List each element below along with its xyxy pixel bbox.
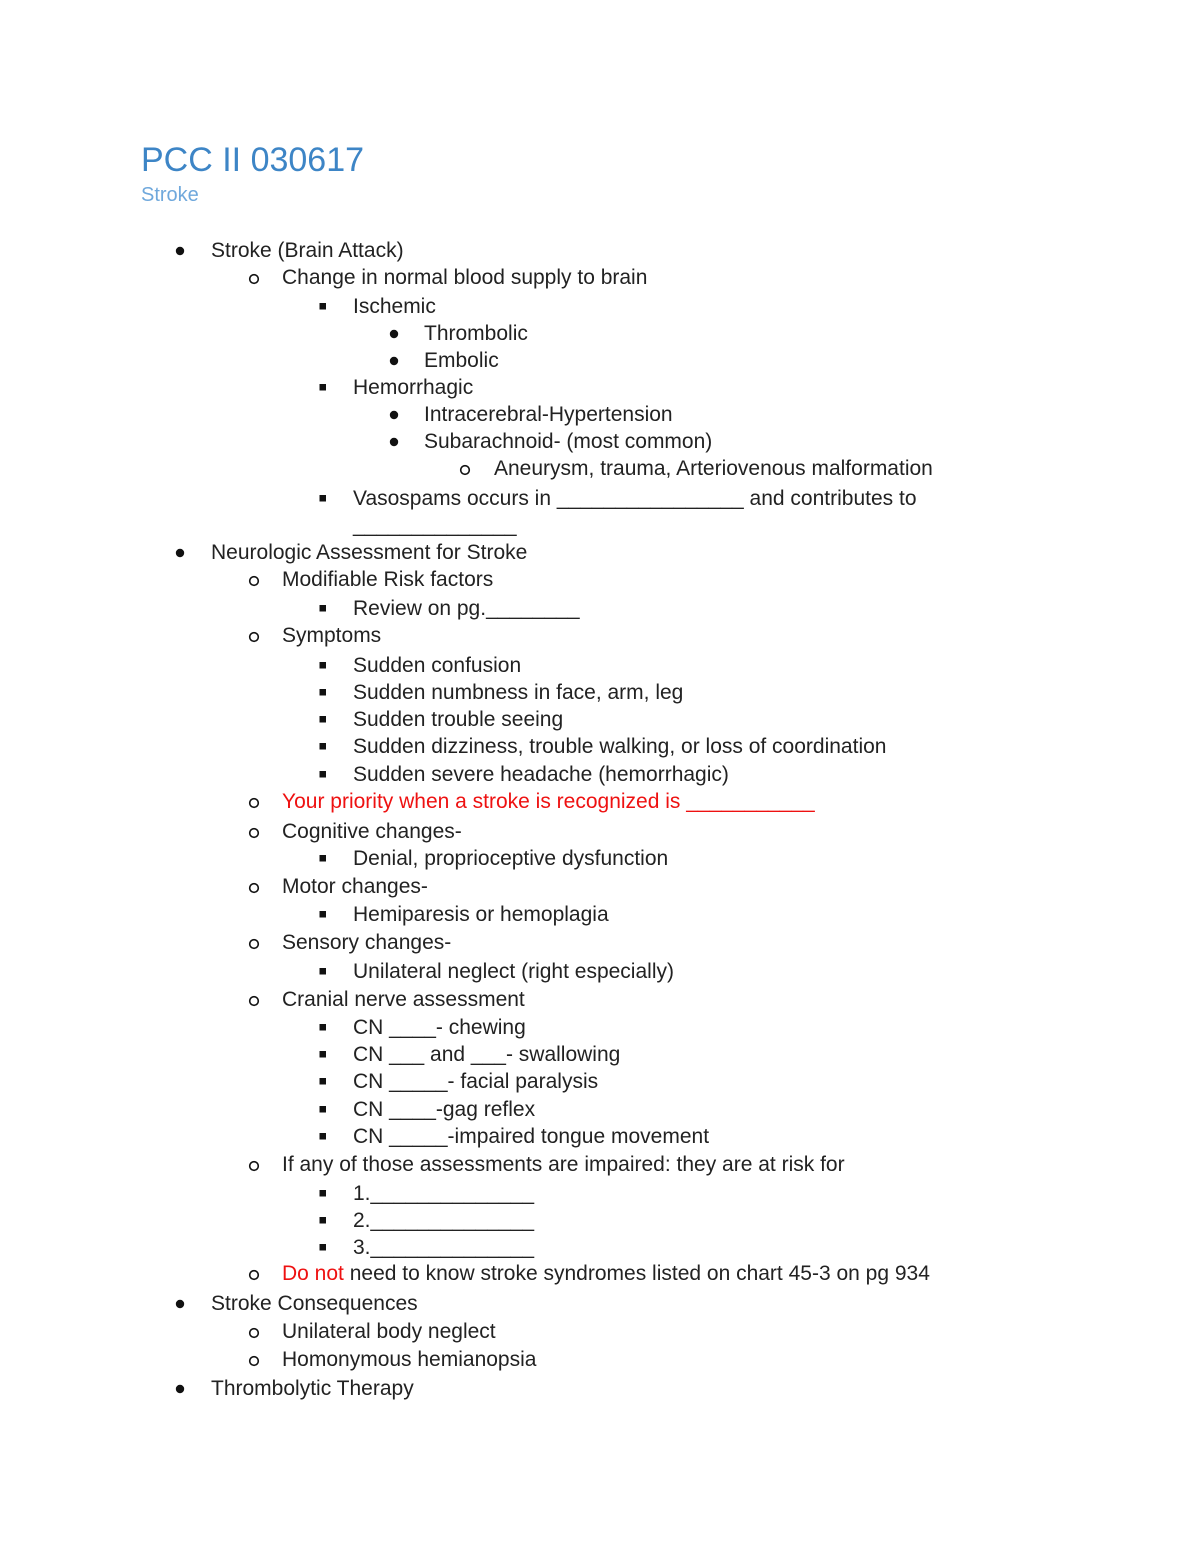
list-item-text-rest: need to know stroke syndromes listed on chart 45-3 on pg 934 (343, 1262, 930, 1285)
bullet-square-icon (313, 1234, 333, 1261)
bullet-circle-icon (244, 264, 264, 291)
list-item-text: Stroke (Brain Attack) (211, 239, 404, 262)
list-item-text: Hemiparesis or hemoplagia (353, 903, 609, 926)
list-item-text: 2.______________ (353, 1209, 535, 1232)
bullet-square-icon (313, 761, 333, 788)
bullet-circle-icon (244, 1318, 264, 1345)
list-item-text: Subarachnoid- (most common) (424, 430, 713, 453)
bullet-square-icon (313, 706, 333, 733)
list-item-text: 1.______________ (353, 1182, 535, 1205)
list-item-text: Sensory changes- (282, 931, 452, 954)
bullet-circle-icon (244, 1260, 264, 1287)
list-item-text: Cranial nerve assessment (282, 988, 525, 1011)
list-item-text: Symptoms (282, 624, 382, 647)
bullet-circle-icon (244, 986, 264, 1013)
list-item-text: Motor changes- (282, 875, 428, 898)
bullet-disc-icon (170, 1375, 190, 1402)
list-item-text: Sudden trouble seeing (353, 708, 564, 731)
list-item-text: Neurologic Assessment for Stroke (211, 541, 528, 564)
list-item-text: CN ____- chewing (353, 1016, 526, 1039)
bullet-disc-icon (384, 347, 404, 374)
bullet-circle-icon (244, 1151, 264, 1178)
list-item-text: Your priority when a stroke is recognized is ___________ (282, 790, 815, 813)
bullet-disc-icon (170, 237, 190, 264)
bullet-square-icon (313, 1207, 333, 1234)
bullet-square-icon (313, 1041, 333, 1068)
bullet-square-icon (313, 652, 333, 679)
bullet-square-icon (313, 1068, 333, 1095)
list-item-text: Stroke Consequences (211, 1292, 418, 1315)
bullet-square-icon (313, 958, 333, 985)
bullet-square-icon (313, 1014, 333, 1041)
list-item-text: Cognitive changes- (282, 820, 462, 843)
emphasis-text: Do not (282, 1262, 344, 1285)
list-item-text: Sudden numbness in face, arm, leg (353, 681, 684, 704)
bullet-square-icon (313, 733, 333, 760)
bullet-circle-icon (244, 788, 264, 815)
bullet-circle-icon (244, 818, 264, 845)
list-item-text: CN _____-impaired tongue movement (353, 1125, 710, 1148)
page-subtitle: Stroke (141, 184, 199, 206)
list-item-text (282, 1260, 930, 1287)
bullet-square-icon (313, 595, 333, 622)
list-item-text: 3.______________ (353, 1236, 535, 1259)
bullet-square-icon (313, 485, 333, 512)
bullet-square-icon (313, 901, 333, 928)
list-item-text: Intracerebral-Hypertension (424, 403, 673, 426)
list-item-text: Thrombolytic Therapy (211, 1377, 414, 1400)
list-item-text: Review on pg.________ (353, 597, 580, 620)
list-item-text: If any of those assessments are impaired: they are at risk for (282, 1153, 845, 1176)
list-item-text: Sudden confusion (353, 654, 522, 677)
bullet-circle-icon (244, 873, 264, 900)
list-item-text: Homonymous hemianopsia (282, 1348, 537, 1371)
bullet-disc-icon (170, 539, 190, 566)
bullet-circle-icon (244, 929, 264, 956)
list-item-text: Thrombolic (424, 322, 528, 345)
list-item-text: Sudden dizziness, trouble walking, or loss of coordination (353, 735, 887, 758)
page-title: PCC II 030617 (141, 141, 365, 179)
list-item-text: Embolic (424, 349, 499, 372)
list-item-text: CN ___ and ___- swallowing (353, 1043, 621, 1066)
bullet-square-icon (313, 1096, 333, 1123)
list-item-text: Unilateral body neglect (282, 1320, 496, 1343)
bullet-square-icon (313, 293, 333, 320)
list-item-text: Sudden severe headache (hemorrhagic) (353, 763, 729, 786)
bullet-disc-icon (170, 1290, 190, 1317)
list-item-text: Vasospams occurs in ________________ and contributes to (353, 487, 917, 510)
bullet-square-icon (313, 1180, 333, 1207)
bullet-circle-icon (455, 455, 475, 482)
bullet-square-icon (313, 845, 333, 872)
list-item-text: Denial, proprioceptive dysfunction (353, 847, 669, 870)
list-item-text: Modifiable Risk factors (282, 568, 494, 591)
bullet-circle-icon (244, 1346, 264, 1373)
list-item-text: CN ____-gag reflex (353, 1098, 536, 1121)
bullet-square-icon (313, 1123, 333, 1150)
bullet-disc-icon (384, 428, 404, 455)
bullet-disc-icon (384, 320, 404, 347)
list-item-text: CN _____- facial paralysis (353, 1070, 599, 1093)
list-item-text: Hemorrhagic (353, 376, 474, 399)
bullet-square-icon (313, 679, 333, 706)
bullet-disc-icon (384, 401, 404, 428)
list-item-text: Aneurysm, trauma, Arteriovenous malformation (494, 457, 933, 480)
bullet-square-icon (313, 374, 333, 401)
bullet-circle-icon (244, 566, 264, 593)
bullet-circle-icon (244, 622, 264, 649)
list-item-text: ______________ (353, 514, 517, 537)
list-item-text: Unilateral neglect (right especially) (353, 960, 674, 983)
list-item-text: Ischemic (353, 295, 436, 318)
list-item-text: Change in normal blood supply to brain (282, 266, 648, 289)
